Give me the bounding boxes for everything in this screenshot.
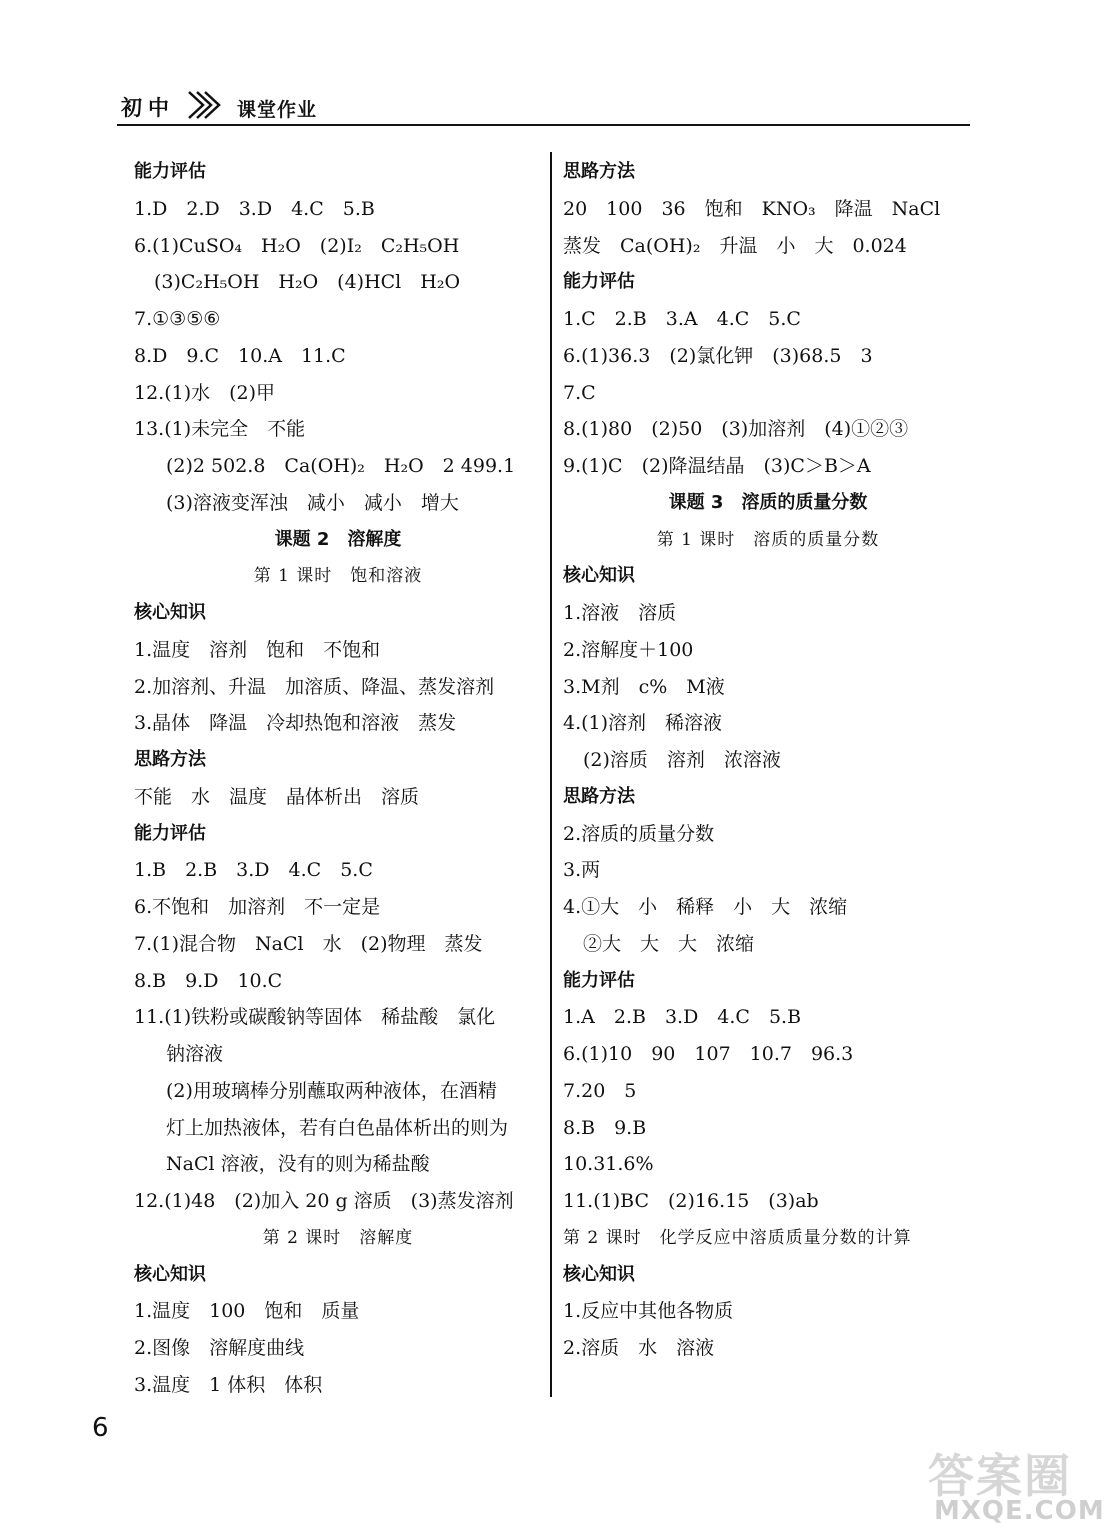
answer-line: 6.(1)CuSO₄ H₂O (2)I₂ C₂H₅OH bbox=[134, 234, 460, 257]
lesson-heading: 第 1 课时 溶质的质量分数 bbox=[656, 529, 880, 550]
answer-line: 1.A 2.B 3.D 4.C 5.B bbox=[563, 1006, 802, 1029]
answer-line: 1.C 2.B 3.A 4.C 5.C bbox=[563, 308, 801, 330]
section-heading: 能力评估 bbox=[134, 161, 206, 182]
section-heading: 能力评估 bbox=[563, 271, 635, 293]
answer-line: 2.溶质 水 溶液 bbox=[563, 1337, 715, 1359]
answer-line: 不能 水 温度 晶体析出 溶质 bbox=[134, 785, 420, 808]
column-divider bbox=[550, 152, 552, 1397]
lesson-heading: 第 2 课时 溶解度 bbox=[262, 1227, 414, 1248]
watermark-logo: 答案圈 bbox=[928, 1449, 1072, 1503]
answer-line: 6.(1)10 90 107 10.7 96.3 bbox=[563, 1043, 854, 1065]
answer-line: 12.(1)48 (2)加入 20 g 溶质 (3)蒸发溶剂 bbox=[134, 1190, 514, 1212]
section-heading: 核心知识 bbox=[563, 565, 635, 587]
answer-line: 3.两 bbox=[563, 859, 601, 882]
lesson-heading: 第 2 课时 化学反应中溶质质量分数的计算 bbox=[563, 1227, 912, 1248]
answer-line: 8.B 9.D 10.C bbox=[134, 969, 283, 992]
answer-line: 1.温度 100 饱和 质量 bbox=[134, 1300, 360, 1323]
watermark-url: MXQE.COM bbox=[934, 1496, 1105, 1526]
answer-line: 6.不饱和 加溶剂 不一定是 bbox=[134, 896, 381, 918]
topic-heading: 课题 2 溶解度 bbox=[274, 528, 402, 550]
section-heading: 思路方法 bbox=[563, 785, 635, 807]
topic-heading: 课题 3 溶质的质量分数 bbox=[668, 491, 868, 513]
answer-line: 10.31.6% bbox=[563, 1153, 654, 1176]
answer-line: 11.(1)铁粉或碳酸钠等固体 稀盐酸 氯化 bbox=[134, 1006, 496, 1029]
header-rule bbox=[117, 124, 970, 126]
answer-line: ②大 大 大 浓缩 bbox=[583, 932, 755, 955]
answer-line: 2.加溶剂、升温 加溶质、降温、蒸发溶剂 bbox=[134, 675, 495, 698]
answer-line: 1.B 2.B 3.D 4.C 5.C bbox=[134, 859, 373, 882]
right-column bbox=[563, 154, 973, 1367]
answer-line: 8.(1)80 (2)50 (3)加溶剂 (4)①②③ bbox=[563, 418, 909, 441]
answer-line: 9.(1)C (2)降温结晶 (3)C＞B＞A bbox=[563, 455, 871, 477]
page-number: 6 bbox=[92, 1413, 109, 1443]
answer-line: 1.溶液 溶质 bbox=[563, 602, 677, 624]
answer-line: 12.(1)水 (2)甲 bbox=[134, 381, 276, 404]
section-heading: 思路方法 bbox=[134, 749, 206, 770]
answer-line: 7.20 5 bbox=[563, 1079, 637, 1102]
answer-line: 2.溶解度＋100 bbox=[563, 638, 694, 661]
lesson-heading: 第 1 课时 饱和溶液 bbox=[253, 566, 423, 587]
answer-line: (3)C₂H₅OH H₂O (4)HCl H₂O bbox=[154, 271, 461, 294]
answer-line: 20 100 36 饱和 KNO₃ 降温 NaCl bbox=[563, 197, 941, 220]
series-title: 课堂作业 bbox=[237, 99, 318, 121]
answer-line: 蒸发 Ca(OH)₂ 升温 小 大 0.024 bbox=[563, 234, 907, 257]
brand-label: 初中 bbox=[121, 96, 175, 120]
answer-line: (3)溶液变浑浊 减小 减小 增大 bbox=[166, 491, 459, 514]
section-heading: 能力评估 bbox=[134, 822, 206, 844]
answer-line: 13.(1)未完全 不能 bbox=[134, 418, 306, 441]
answer-line: 11.(1)BC (2)16.15 (3)ab bbox=[563, 1190, 819, 1212]
section-heading: 核心知识 bbox=[134, 1263, 206, 1285]
answer-line: 钠溶液 bbox=[166, 1043, 224, 1065]
answer-line: (2)用玻璃棒分别蘸取两种液体，在酒精 bbox=[166, 1079, 497, 1102]
section-heading: 核心知识 bbox=[563, 1263, 635, 1285]
section-heading: 思路方法 bbox=[563, 161, 635, 182]
answer-line: 4.(1)溶剂 稀溶液 bbox=[563, 712, 723, 735]
answer-line: (2)2 502.8 Ca(OH)₂ H₂O 2 499.1 bbox=[166, 455, 516, 477]
answer-line: 3.M剂 c% M液 bbox=[563, 675, 725, 698]
section-heading: 核心知识 bbox=[134, 602, 206, 623]
answer-line: 3.温度 1 体积 体积 bbox=[134, 1373, 323, 1396]
answer-line: 1.反应中其他各物质 bbox=[563, 1300, 734, 1323]
answer-line: 灯上加热液体，若有白色晶体析出的则为 bbox=[166, 1116, 509, 1139]
watermark bbox=[928, 1440, 1106, 1536]
answer-line: 1.D 2.D 3.D 4.C 5.B bbox=[134, 197, 375, 220]
section-heading: 能力评估 bbox=[563, 969, 635, 991]
answer-line: 1.温度 溶剂 饱和 不饱和 bbox=[134, 638, 381, 661]
answer-line: 7.①③⑤⑥ bbox=[134, 308, 221, 330]
answer-line: 2.溶质的质量分数 bbox=[563, 822, 715, 845]
answer-line: 4.①大 小 稀释 小 大 浓缩 bbox=[563, 896, 848, 918]
answer-line: 7.C bbox=[563, 381, 596, 404]
answer-line: 8.D 9.C 10.A 11.C bbox=[134, 344, 346, 367]
answer-line: 3.晶体 降温 冷却热饱和溶液 蒸发 bbox=[134, 712, 457, 735]
page-header bbox=[117, 90, 970, 126]
answer-line: NaCl 溶液，没有的则为稀盐酸 bbox=[166, 1153, 430, 1176]
answer-line: 6.(1)36.3 (2)氯化钾 (3)68.5 3 bbox=[563, 344, 873, 367]
answer-line: 8.B 9.B bbox=[563, 1116, 647, 1139]
answer-line: (2)溶质 溶剂 浓溶液 bbox=[583, 749, 781, 771]
double-chevron-icon bbox=[185, 88, 227, 122]
answer-line: 2.图像 溶解度曲线 bbox=[134, 1337, 305, 1359]
answer-line: 7.(1)混合物 NaCl 水 (2)物理 蒸发 bbox=[134, 932, 483, 955]
left-column bbox=[134, 154, 542, 1404]
